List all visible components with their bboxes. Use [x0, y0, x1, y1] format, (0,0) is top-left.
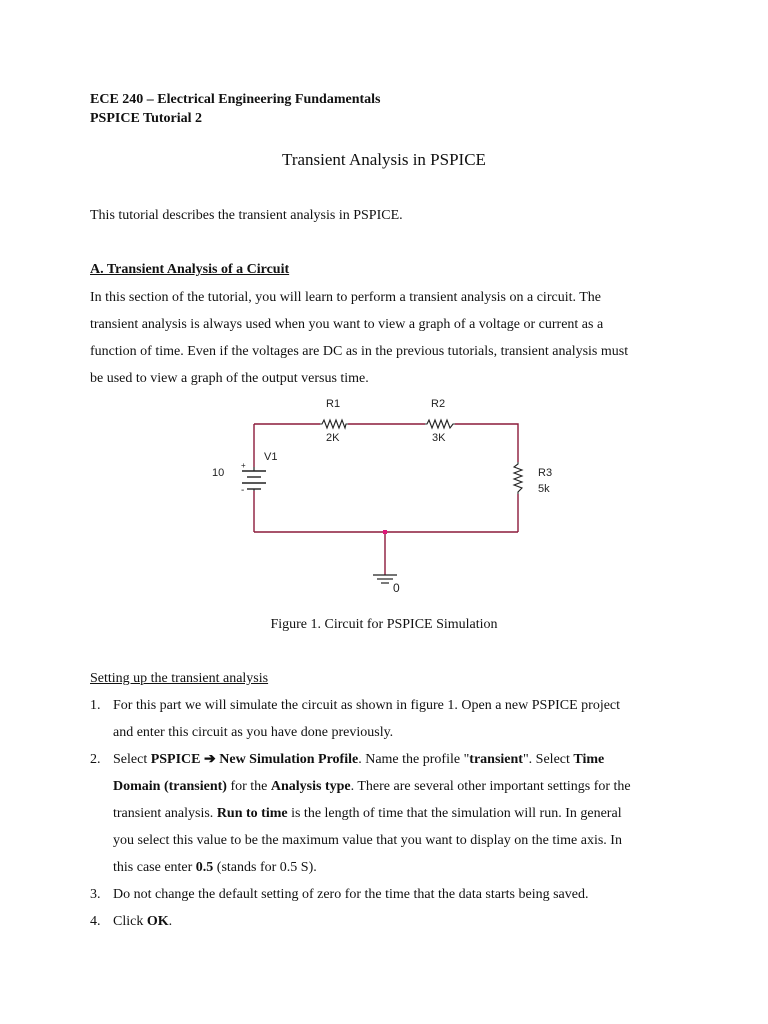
step-2-text: ". Select: [522, 752, 574, 767]
step-1-number: 1.: [90, 698, 101, 713]
step-2-line-3: [113, 800, 622, 827]
v1-plus: +: [241, 461, 246, 470]
pspice-menu-text: PSPICE: [150, 752, 205, 767]
v1-value: 10: [212, 467, 225, 479]
step-2-number: 2.: [90, 752, 101, 767]
resistor-r2: [425, 420, 455, 428]
v1-label: V1: [264, 451, 278, 463]
step-3-number: 3.: [90, 887, 101, 902]
tutorial-title: PSPICE Tutorial 2: [90, 111, 203, 126]
section-a-heading: A. Transient Analysis of a Circuit: [90, 262, 290, 277]
r1-value: 2K: [326, 432, 340, 444]
step-4-click-text: Click: [113, 914, 147, 929]
step-4-number: 4.: [90, 914, 101, 929]
run-time-value: 0.5: [195, 860, 214, 875]
profile-name-text: transient: [469, 752, 523, 767]
run-to-time-text: Run to time: [216, 806, 288, 821]
figure-caption: Figure 1. Circuit for PSPICE Simulation: [270, 617, 498, 632]
step-2-text: transient analysis.: [113, 806, 217, 821]
section-a-line-4: be used to view a graph of the output versus time.: [90, 371, 369, 386]
step-1-line-2: and enter this circuit as you have done previously.: [113, 725, 394, 740]
course-title: ECE 240 – Electrical Engineering Fundamentals: [90, 92, 381, 107]
resistor-r3: [514, 462, 522, 494]
step-2-text: Select: [113, 752, 151, 767]
node-marker: [383, 530, 387, 534]
section-a-line-1: In this section of the tutorial, you will learn to perform a transient analysis on a circuit. The: [90, 290, 601, 305]
analysis-type-text: Analysis type: [270, 779, 351, 794]
step-1-line-1: For this part we will simulate the circuit as shown in figure 1. Open a new PSPICE project: [113, 698, 621, 713]
step-2-text: for the: [226, 779, 271, 794]
step-2-line-1: [113, 746, 604, 773]
step-4-text: [113, 908, 172, 935]
r3-label: R3: [538, 467, 553, 479]
new-profile-text: New Simulation Profile: [215, 752, 359, 767]
step-4-period: .: [168, 914, 173, 929]
arrow-right-icon: ➔: [204, 752, 216, 767]
r1-label: R1: [326, 398, 341, 410]
voltage-source-v1: [242, 467, 266, 491]
step-2-text: is the length of time that the simulation will run. In general: [287, 806, 622, 821]
step-2-text: . There are several other important settings for the: [350, 779, 631, 794]
r2-label: R2: [431, 398, 446, 410]
section-a-line-3: function of time. Even if the voltages are DC as in the previous tutorials, transient analysis must: [90, 344, 629, 359]
section-a-line-2: transient analysis is always used when you want to view a graph of a voltage or current as a: [90, 317, 604, 332]
step-2-text: . Name the profile ": [358, 752, 470, 767]
time-text: Time: [573, 752, 605, 767]
ok-text: OK: [146, 914, 169, 929]
r2-value: 3K: [432, 432, 446, 444]
step-2-line-4: you select this value to be the maximum value that you want to display on the time axis. In: [113, 833, 622, 848]
intro-text: This tutorial describes the transient analysis in PSPICE.: [90, 208, 403, 223]
step-2-line-5: [113, 854, 317, 881]
step-2-text: this case enter: [113, 860, 196, 875]
ground-label: 0: [393, 581, 400, 595]
v1-minus: -: [241, 485, 245, 496]
wire-top-right: [455, 424, 518, 462]
page-title: Transient Analysis in PSPICE: [282, 150, 486, 169]
step-2-text: (stands for 0.5 S).: [213, 860, 317, 875]
step-3-text: Do not change the default setting of zero for the time that the data starts being saved.: [113, 887, 589, 902]
step-2-line-2: [113, 773, 631, 800]
domain-text: Domain (transient): [113, 779, 227, 794]
resistor-r1: [320, 420, 348, 428]
setup-heading: Setting up the transient analysis: [90, 671, 269, 686]
r3-value: 5k: [538, 483, 550, 495]
